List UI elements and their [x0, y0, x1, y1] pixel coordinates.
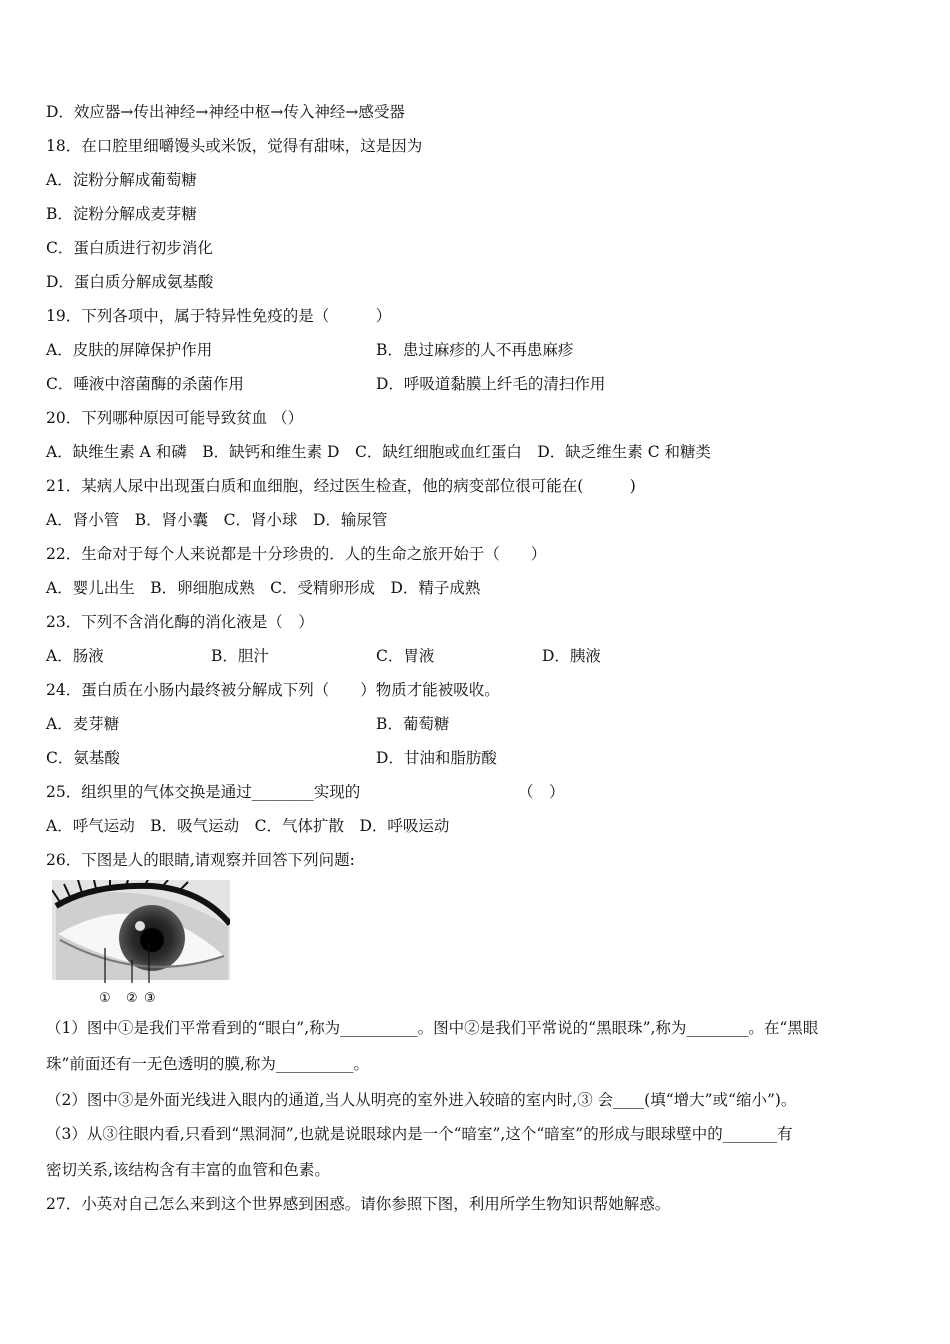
q24-option-a: A．麦芽糖 [46, 715, 120, 733]
q19-option-b: B．患过麻疹的人不再患麻疹 [376, 341, 574, 359]
q19-option-c: C．唾液中溶菌酶的杀菌作用 [46, 375, 244, 393]
q23-option-d: D．胰液 [542, 647, 601, 665]
q24-option-d: D．甘油和脂肪酸 [376, 749, 497, 767]
q19-option-d: D．呼吸道黏膜上纤毛的清扫作用 [376, 375, 606, 393]
q25-stem: 25．组织里的气体交换是通过________实现的 [46, 783, 361, 801]
q21-stem: 21．某病人尿中出现蛋白质和血细胞，经过医生检查，他的病变部位很可能在( ) [46, 477, 636, 495]
q26-stem: 26．下图是人的眼睛,请观察并回答下列问题: [46, 851, 355, 869]
q23-option-a: A．肠液 [46, 647, 104, 665]
figure-label-3: ③ [144, 991, 156, 1005]
q18-option-c: C．蛋白质进行初步消化 [46, 239, 213, 257]
q20-stem: 20．下列哪种原因可能导致贫血 （） [46, 409, 304, 427]
q24-option-b: B．葡萄糖 [376, 715, 450, 733]
q22-stem: 22．生命对于每个人来说都是十分珍贵的．人的生命之旅开始于（ ） [46, 545, 547, 563]
q26-part3-line2: 密切关系,该结构含有丰富的血管和色素。 [46, 1161, 330, 1179]
q26-part1-line2: 珠”前面还有一无色透明的膜,称为__________。 [46, 1055, 369, 1073]
q26-part3-line1: （3）从③往眼内看,只看到“黑洞洞”,也就是说眼球内是一个“暗室”,这个“暗室”的形成与眼球壁中的_______有 [46, 1125, 793, 1143]
q18-stem: 18．在口腔里细嚼馒头或米饭，觉得有甜味，这是因为 [46, 137, 423, 155]
q27-stem: 27．小英对自己怎么来到这个世界感到困惑。请你参照下图，利用所学生物知识帮她解惑。 [46, 1195, 671, 1213]
q24-option-c: C．氨基酸 [46, 749, 120, 767]
q18-option-d: D．蛋白质分解成氨基酸 [46, 273, 214, 291]
q19-option-a: A．皮肤的屏障保护作用 [46, 341, 213, 359]
q19-stem: 19．下列各项中，属于特异性免疫的是（ ） [46, 307, 392, 325]
q23-option-c: C．胃液 [376, 647, 435, 665]
q23-option-b: B．胆汁 [211, 647, 269, 665]
q25-paren: （ ） [518, 783, 565, 801]
eye-highlight [135, 921, 145, 931]
q21-options: A．肾小管 B．肾小囊 C．肾小球 D．输尿管 [46, 511, 388, 529]
q26-part1-line1: （1）图中①是我们平常看到的“眼白”,称为__________。图中②是我们平常说的“黑眼珠”,称为________。在“黑眼 [46, 1019, 819, 1037]
q22-options: A．婴儿出生 B．卵细胞成熟 C．受精卵形成 D．精子成熟 [46, 579, 481, 597]
q23-stem: 23．下列不含消化酶的消化液是（ ） [46, 613, 314, 631]
figure-label-2: ② [126, 991, 138, 1005]
q26-part2: （2）图中③是外面光线进入眼内的通道,当人从明亮的室外进入较暗的室内时,③ 会____(填“增大”或“缩小”)。 [46, 1091, 797, 1109]
figure-label-1: ① [99, 991, 111, 1005]
q18-option-b: B．淀粉分解成麦芽糖 [46, 205, 197, 223]
q18-option-a: A．淀粉分解成葡萄糖 [46, 171, 197, 189]
eye-figure [52, 880, 230, 1005]
pupil [140, 928, 164, 952]
q25-options: A．呼气运动 B．吸气运动 C．气体扩散 D．呼吸运动 [46, 817, 450, 835]
q17-option-d: D．效应器→传出神经→神经中枢→传入神经→感受器 [46, 103, 405, 121]
q24-stem: 24．蛋白质在小肠内最终被分解成下列（ ）物质才能被吸收。 [46, 681, 500, 699]
q20-options: A．缺维生素 A 和磷 B．缺钙和维生素 D C．缺红细胞或血红蛋白 D．缺乏维生素 C 和糖类 [46, 443, 711, 461]
